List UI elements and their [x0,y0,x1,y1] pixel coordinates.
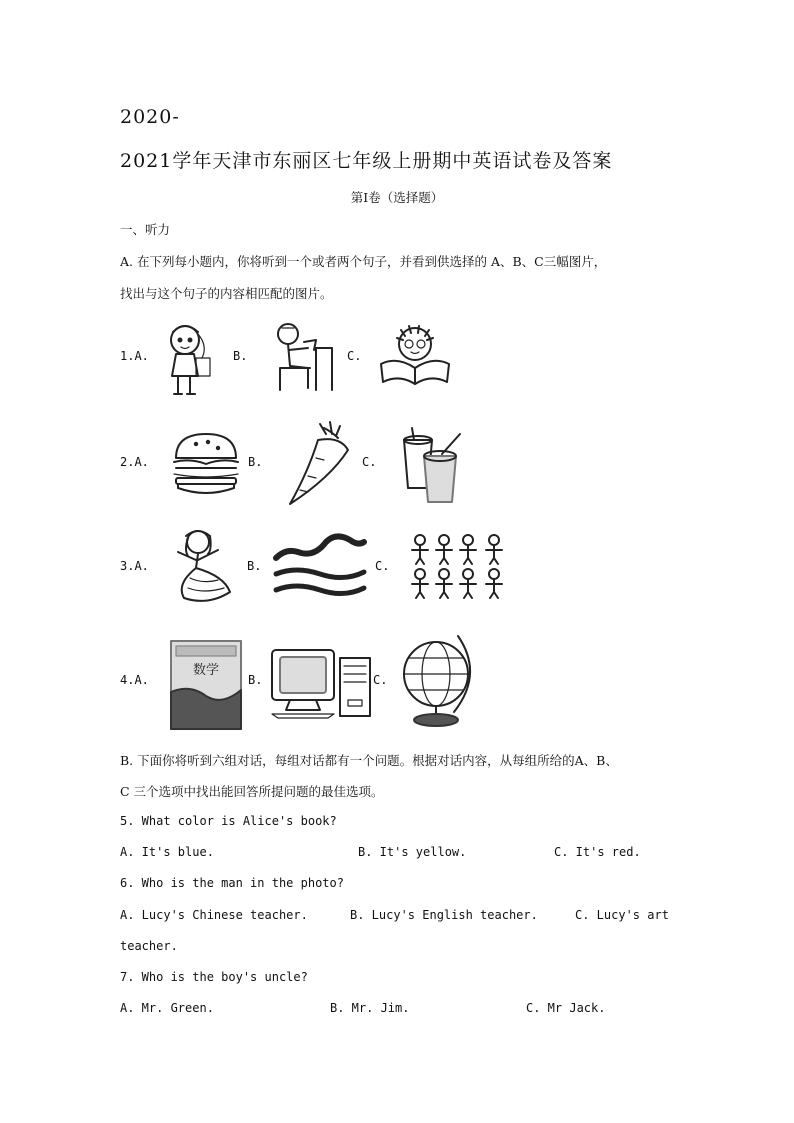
q7-option-c: C. Mr Jack. [526,1001,606,1015]
boy-sitting-at-desk-picture [268,318,336,394]
math-book-picture [170,640,242,730]
q7-option-a: A. Mr. Green. [120,1001,214,1015]
part-a-instruction-1: A. 在下列每小题内，你将听到一个或者两个句子，并看到供选择的 A、B、C三幅图片， [120,254,607,269]
q6-option-b: B. Lucy's English teacher. [350,908,538,922]
q5-option-c: C. It's red. [554,845,641,859]
q1-label-c: C. [347,349,362,363]
swimming-picture [272,528,368,604]
q3-label-a: 3.A. [120,559,149,573]
q5-option-a: A. It's blue. [120,845,214,859]
book-cover-title: 数学 [192,663,220,678]
q2-label-b: B. [248,455,263,469]
question-6: 6. Who is the man in the photo? [120,876,344,890]
section-heading-listening: 一、听力 [120,222,171,237]
globe-picture [398,630,478,730]
q6-option-c: C. Lucy's art [575,908,669,922]
q1-label-b: B. [233,349,248,363]
child-reading-book-picture [375,320,455,388]
part-a-instruction-2: 找出与这个句子的内容相匹配的图片。 [120,286,333,301]
q3-label-b: B. [247,559,262,573]
q2-label-c: C. [362,455,377,469]
q7-option-b: B. Mr. Jim. [330,1001,410,1015]
part-b-instruction-1: B. 下面你将听到六组对话，每组对话都有一个问题。根据对话内容，从每组所给的A、B、 [120,753,618,768]
document-title-line1: 2020- [120,106,180,128]
document-title-line2: 2021学年天津市东丽区七年级上册期中英语试卷及答案 [120,150,613,172]
volume-subtitle: 第Ⅰ卷（选择题） [350,190,444,205]
q4-label-a: 4.A. [120,673,149,687]
q4-label-b: B. [248,673,263,687]
q1-label-a: 1.A. [120,349,149,363]
drinks-cups-picture [398,426,466,506]
girl-dancing-picture [168,526,240,606]
question-5: 5. What color is Alice's book? [120,814,337,828]
q6-option-a: A. Lucy's Chinese teacher. [120,908,308,922]
q2-label-a: 2.A. [120,455,149,469]
girl-with-bag-picture [158,318,218,400]
q6-option-c-continued: teacher. [120,939,178,953]
children-group-picture [408,530,516,602]
computer-picture [268,646,376,720]
q5-option-b: B. It's yellow. [358,845,467,859]
carrot-picture [280,418,360,508]
question-7: 7. Who is the boy's uncle? [120,970,308,984]
q4-label-c: C. [373,673,388,687]
part-b-instruction-2: C 三个选项中找出能回答所提问题的最佳选项。 [120,784,384,799]
hamburger-picture [170,428,242,500]
q3-label-c: C. [375,559,390,573]
